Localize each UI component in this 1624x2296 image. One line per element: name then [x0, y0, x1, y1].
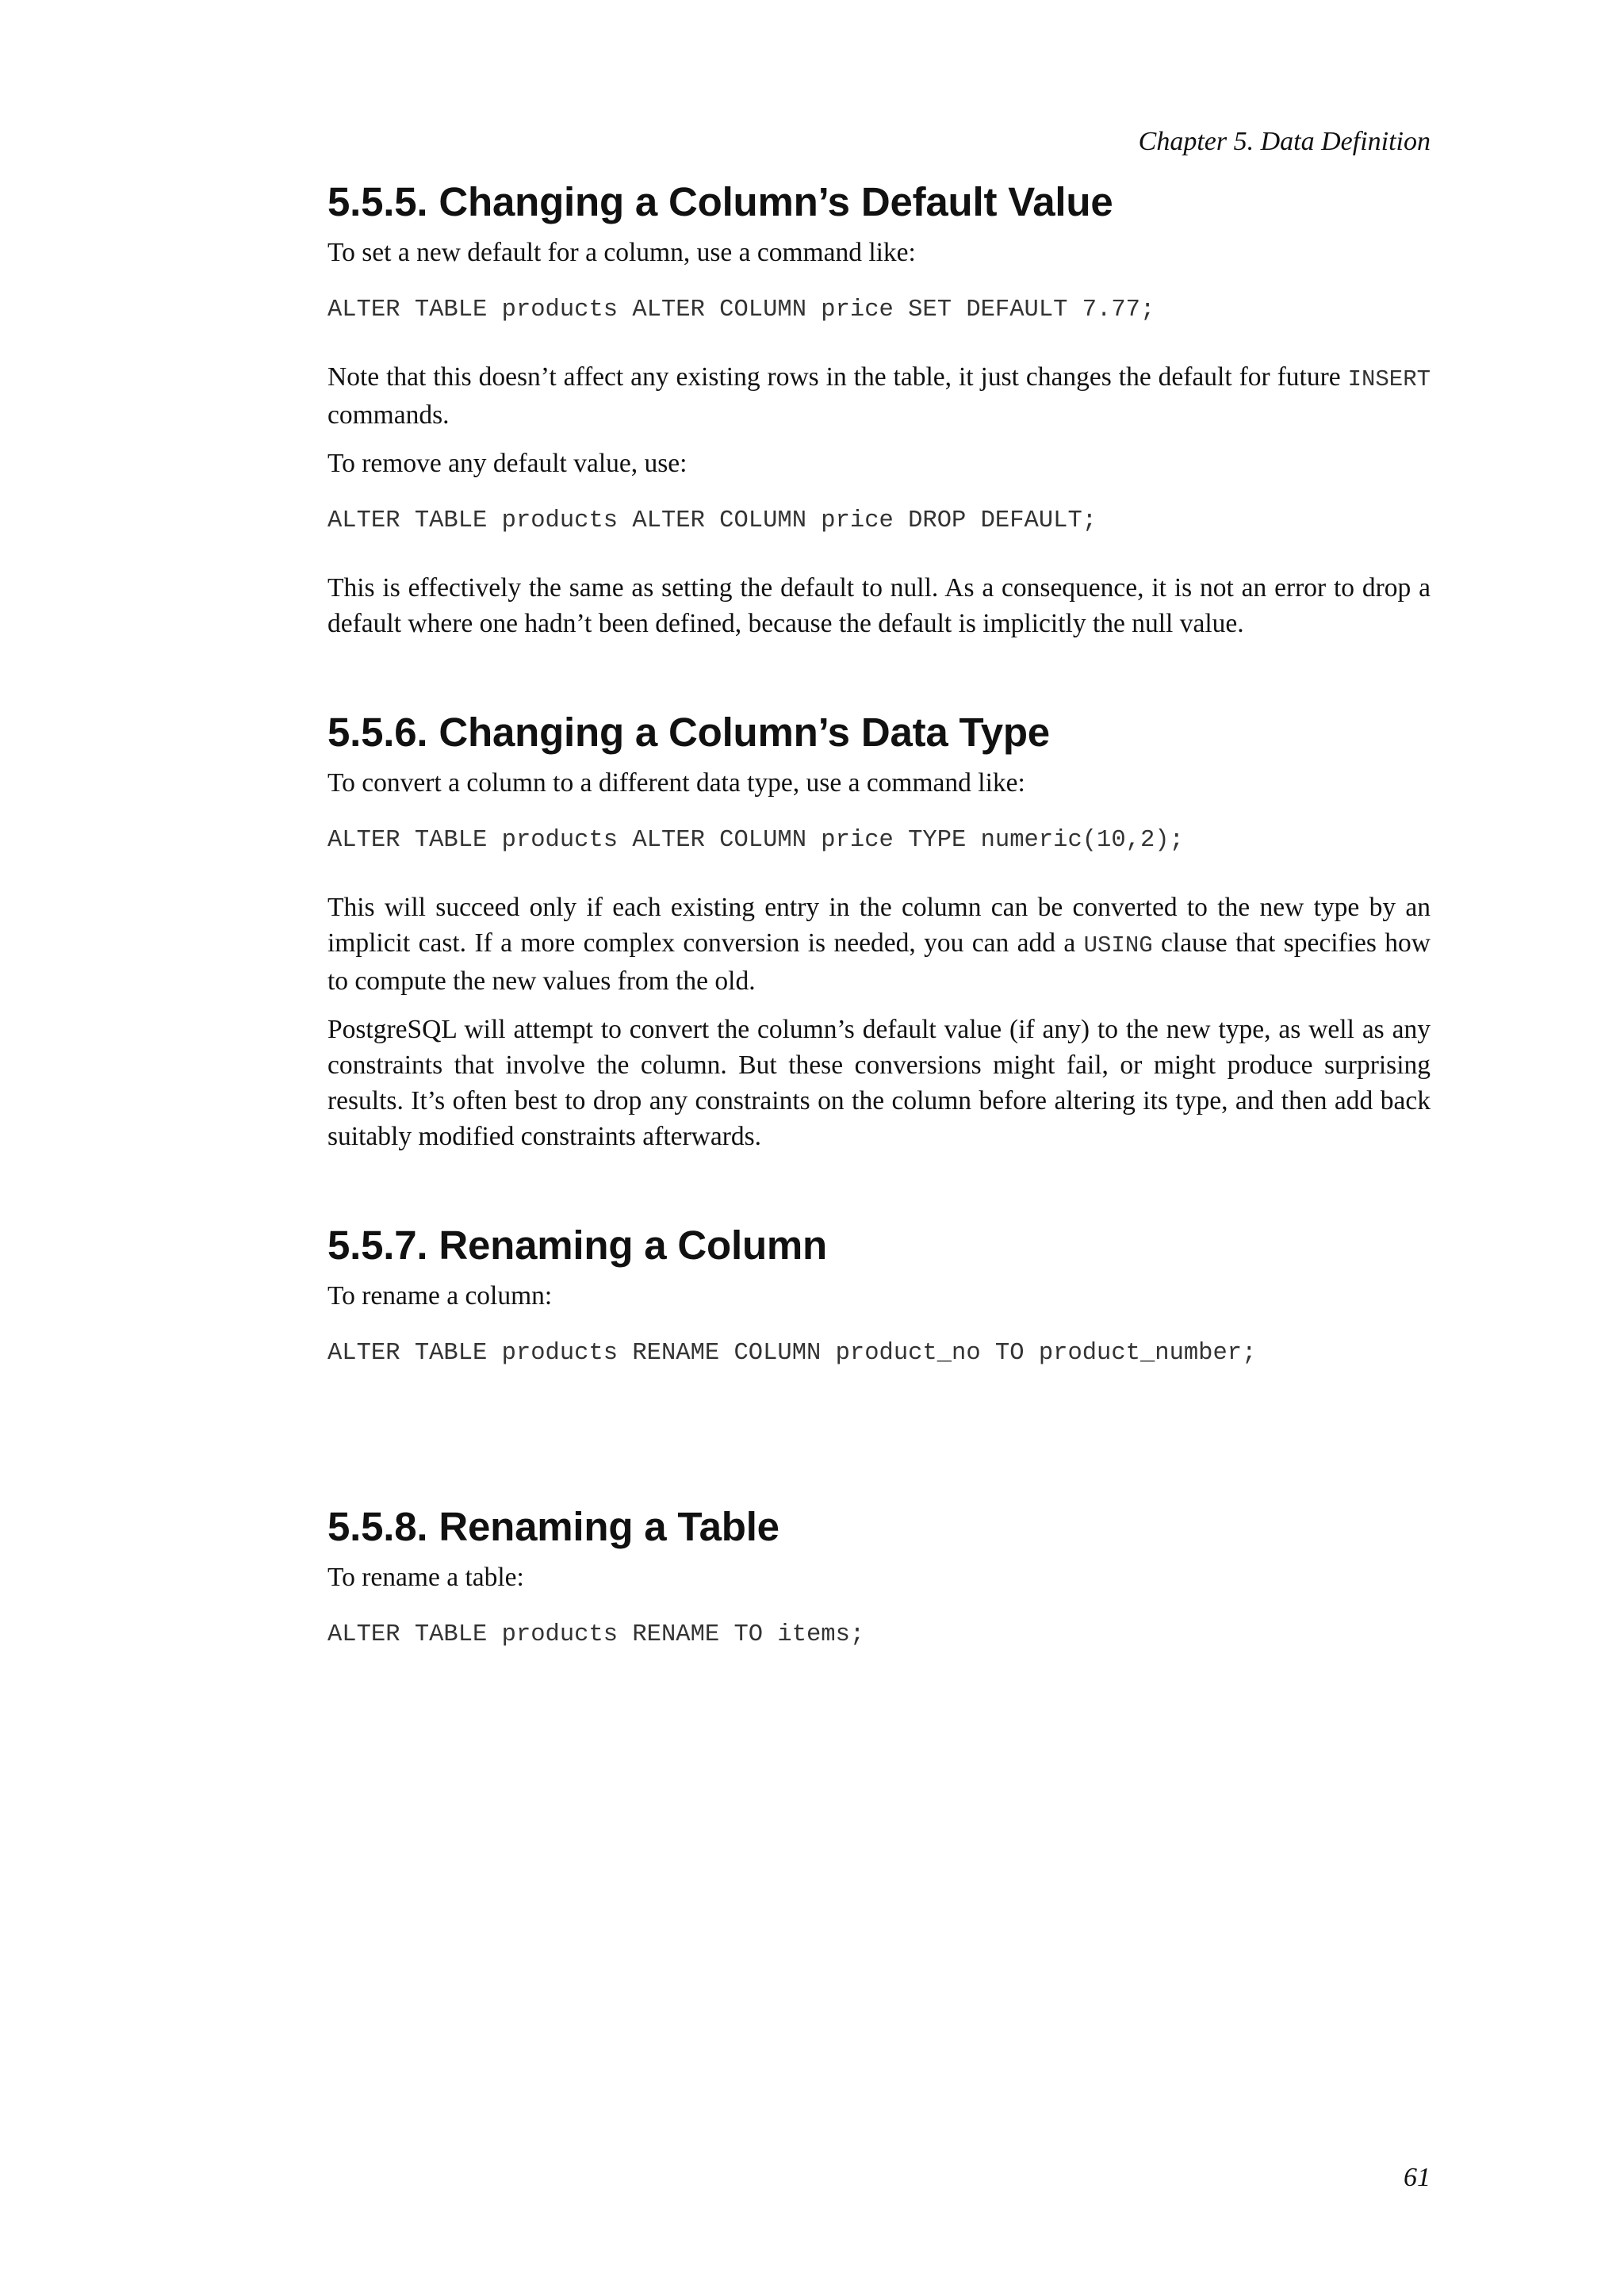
page-number: 61 — [1404, 2163, 1431, 2192]
inline-code: USING — [1083, 932, 1153, 959]
paragraph-text: clause that specifies how to compute the new values from the old. — [327, 928, 1431, 996]
paragraph: To rename a table: — [327, 1563, 524, 1592]
paragraph-text: commands. — [327, 400, 450, 430]
code-block: ALTER TABLE products RENAME TO items; — [327, 1621, 865, 1648]
paragraph-text: This will succeed only if each existing entry in the column can be converted to the new type by an implicit cast. If a more complex conversion is needed, you can add a — [327, 893, 1431, 958]
paragraph-text: Note that this doesn’t affect any existing rows in the table, it just changes the default for future — [327, 362, 1348, 392]
paragraph: To set a new default for a column, use a command like: — [327, 238, 916, 267]
section-heading: 5.5.6. Changing a Column’s Data Type — [327, 710, 1050, 755]
running-header: Chapter 5. Data Definition — [1138, 127, 1431, 156]
page-content — [327, 178, 1431, 1684]
paragraph — [327, 359, 1431, 433]
section-renaming-table — [327, 1502, 1431, 1652]
paragraph: To convert a column to a different data type, use a command like: — [327, 768, 1025, 798]
section-renaming-column — [327, 1221, 1431, 1371]
paragraph: To remove any default value, use: — [327, 449, 688, 478]
code-block: ALTER TABLE products RENAME COLUMN product_no TO product_number; — [327, 1340, 1257, 1367]
section-changing-default — [327, 178, 1431, 641]
section-changing-data-type — [327, 708, 1431, 1154]
paragraph: PostgreSQL will attempt to convert the column’s default value (if any) to the new type, as well as any constraints that involve the column. But these conversions might fail, or might produce surprising results. It’s often best to drop any constraints on the column before altering its type, and then add back suitably modified constraints afterwards. — [327, 1015, 1431, 1151]
code-block: ALTER TABLE products ALTER COLUMN price SET DEFAULT 7.77; — [327, 297, 1155, 323]
section-heading: 5.5.5. Changing a Column’s Default Value — [327, 179, 1113, 224]
paragraph — [327, 890, 1431, 999]
section-heading: 5.5.7. Renaming a Column — [327, 1223, 828, 1268]
paragraph: To rename a column: — [327, 1281, 553, 1311]
code-block: ALTER TABLE products ALTER COLUMN price TYPE numeric(10,2); — [327, 827, 1184, 854]
paragraph: This is effectively the same as setting the default to null. As a consequence, it is not an error to drop a default where one hadn’t been defined, because the default is implicitly the null value. — [327, 573, 1431, 638]
code-block: ALTER TABLE products ALTER COLUMN price DROP DEFAULT; — [327, 507, 1097, 534]
section-heading: 5.5.8. Renaming a Table — [327, 1504, 779, 1549]
inline-code: INSERT — [1347, 366, 1431, 392]
